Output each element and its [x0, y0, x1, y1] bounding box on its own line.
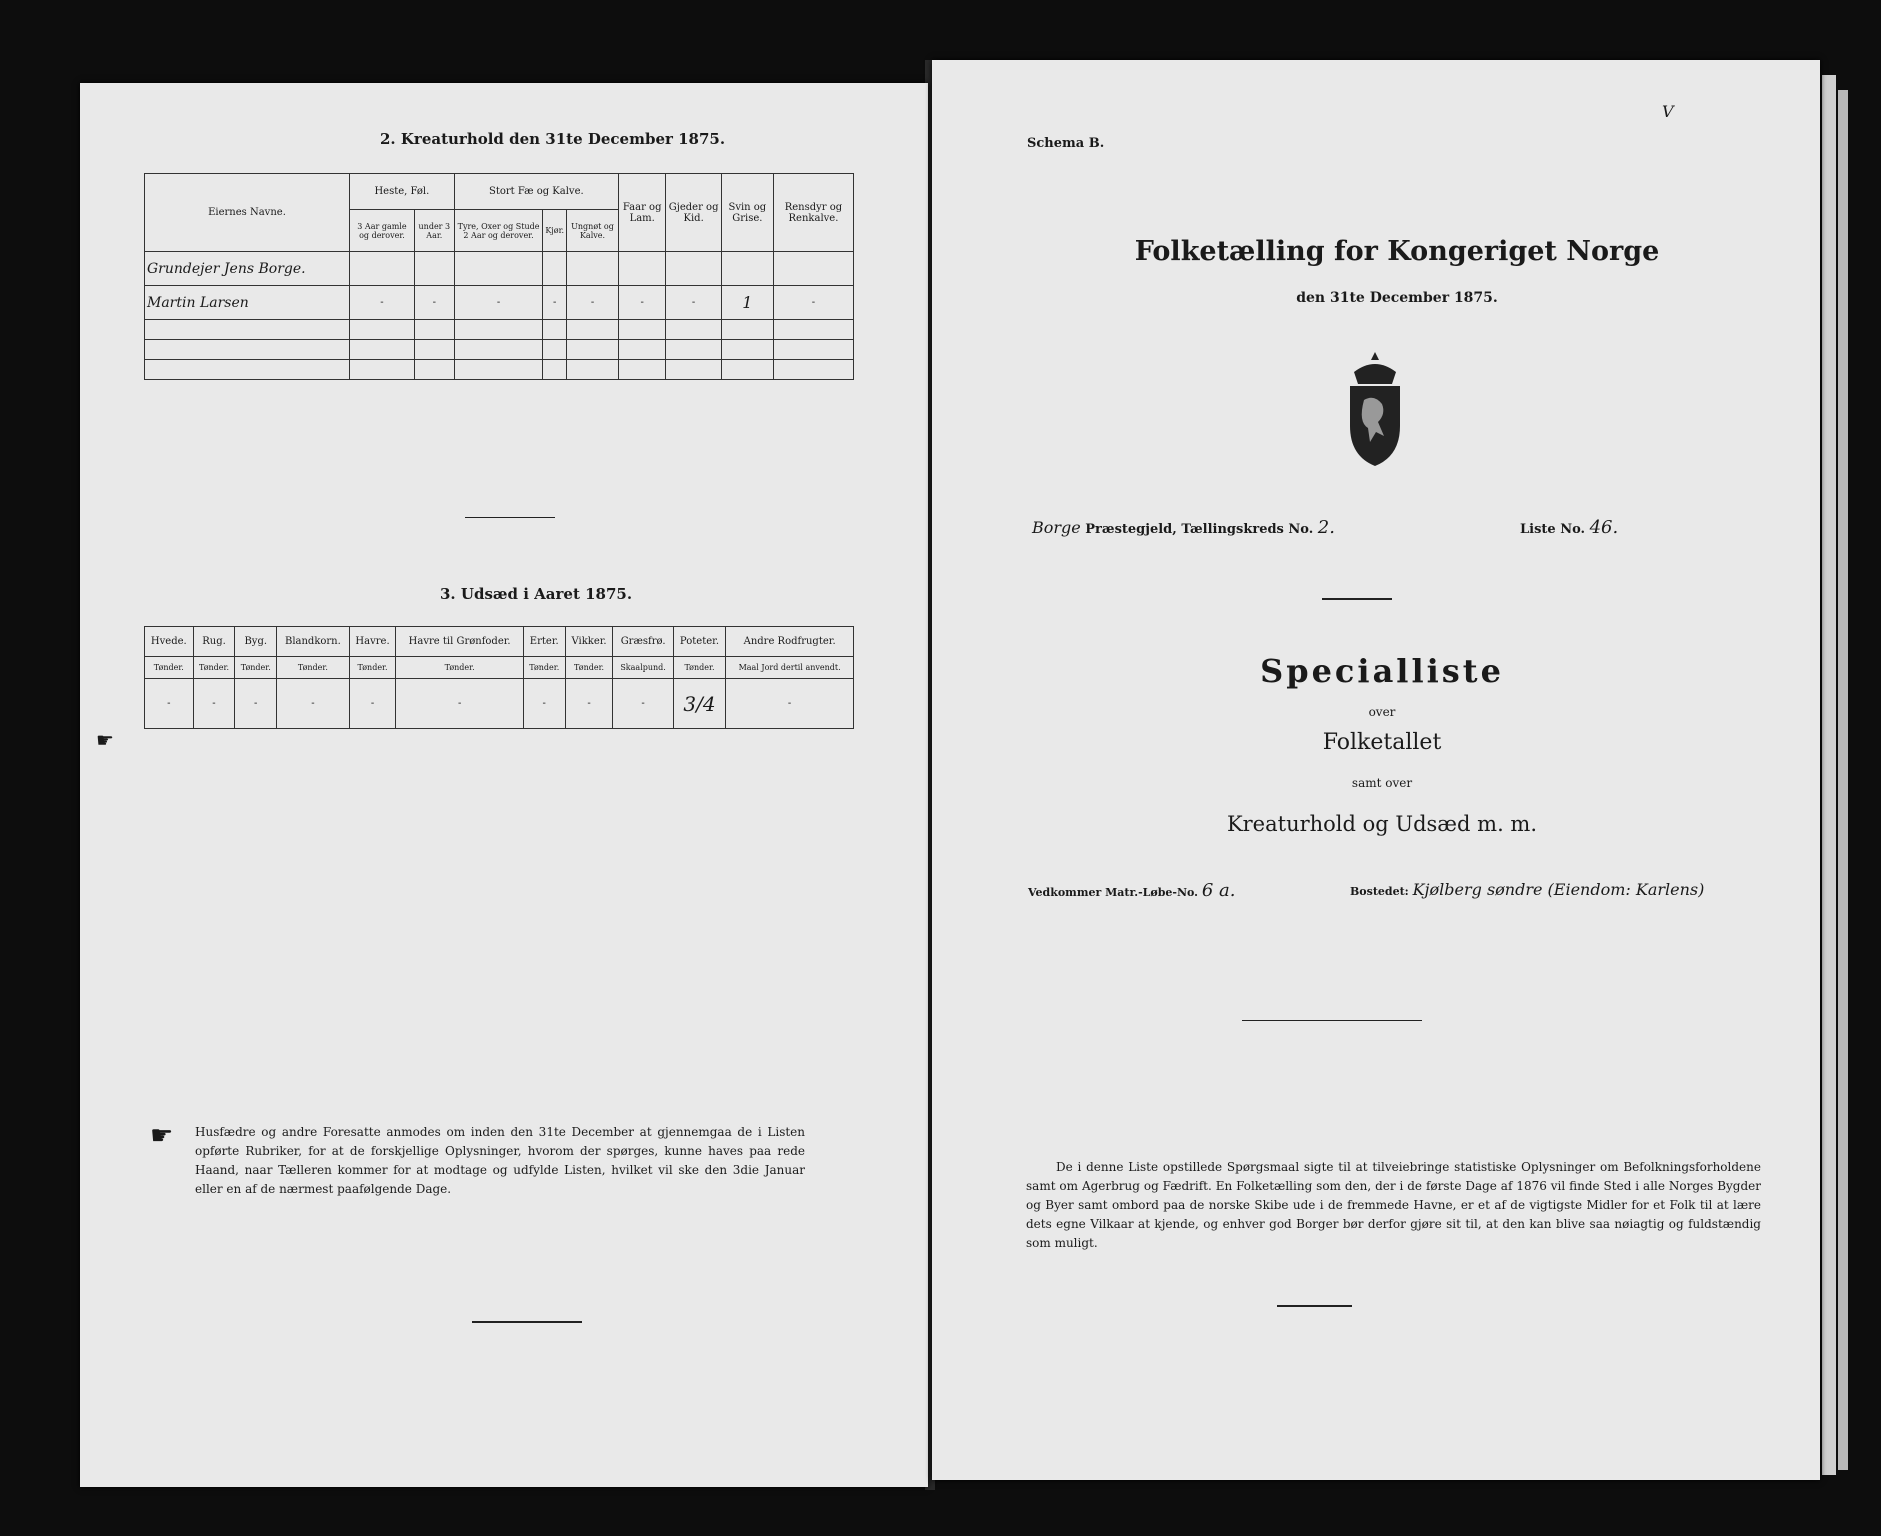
liste-number: 46.	[1589, 517, 1619, 538]
page-stack-edge	[1838, 90, 1848, 1470]
subheader: 3 Aar gamle og derover.	[350, 210, 415, 252]
owner-name: Grundejer Jens Borge.	[145, 252, 350, 286]
livestock-cell: -	[414, 286, 454, 320]
owner-header: Eiernes Navne.	[145, 174, 350, 252]
seed-header: Rug.	[193, 627, 235, 657]
seed-header: Poteter.	[673, 627, 726, 657]
kreds-number: 2.	[1317, 517, 1335, 538]
seed-value: 3/4	[673, 679, 726, 729]
folketallet-text: Folketallet	[1322, 730, 1442, 755]
seed-header: Havre.	[349, 627, 396, 657]
subheader: under 3 Aar.	[414, 210, 454, 252]
kreaturhold-text: Kreaturhold og Udsæd m. m.	[1226, 812, 1538, 836]
divider-rule	[465, 517, 555, 518]
bosted-label: Bostedet:	[1350, 885, 1409, 898]
bosted-value: Kjølberg søndre (Eiendom: Karlens)	[1412, 880, 1705, 899]
prestegjeld-name: Borge	[1032, 518, 1081, 537]
livestock-cell: -	[567, 286, 619, 320]
seed-unit: Tønder.	[673, 657, 726, 679]
seed-header: Erter.	[523, 627, 565, 657]
corner-mark: V	[1662, 102, 1674, 121]
document-title: Folketælling for Kongeriget Norge	[1134, 236, 1660, 267]
section-2-title: 2. Kreaturhold den 31te December 1875.	[380, 130, 726, 148]
owner-name: Martin Larsen	[145, 286, 350, 320]
seed-header: Vikker.	[565, 627, 613, 657]
seed-value: -	[565, 679, 613, 729]
seed-value: -	[235, 679, 277, 729]
subheader: Tyre, Oxer og Stude 2 Aar og derover.	[454, 210, 543, 252]
matr-line	[1028, 880, 1235, 901]
group-header: Faar og Lam.	[618, 174, 666, 252]
pointing-hand-icon: ☛	[150, 1121, 174, 1151]
samt-over-text: samt over	[1351, 776, 1413, 790]
livestock-cell: -	[454, 286, 543, 320]
schema-label: Schema B.	[1027, 136, 1105, 151]
seed-header: Andre Rodfrugter.	[726, 627, 854, 657]
group-header: Stort Fæ og Kalve.	[454, 174, 618, 210]
subheader: Ungnøt og Kalve.	[567, 210, 619, 252]
seed-value: -	[396, 679, 523, 729]
divider-rule	[472, 1321, 582, 1323]
seed-unit: Tønder.	[396, 657, 523, 679]
seed-header: Hvede.	[145, 627, 194, 657]
group-header: Svin og Grise.	[721, 174, 773, 252]
seed-header: Havre til Grønfoder.	[396, 627, 523, 657]
prestegjeld-label: Præstegjeld,	[1085, 522, 1177, 537]
coat-of-arms-icon	[1340, 350, 1410, 470]
divider-rule	[1322, 598, 1392, 600]
seed-unit: Tønder.	[523, 657, 565, 679]
location-line	[1032, 517, 1335, 538]
seed-header: Blandkorn.	[277, 627, 350, 657]
seed-unit: Tønder.	[565, 657, 613, 679]
seed-value: -	[726, 679, 854, 729]
group-header: Gjeder og Kid.	[666, 174, 721, 252]
seed-unit: Skaalpund.	[613, 657, 673, 679]
seed-unit: Maal Jord dertil anvendt.	[726, 657, 854, 679]
subheader: Kjør.	[543, 210, 567, 252]
seed-unit: Tønder.	[235, 657, 277, 679]
kreds-label: Tællingskreds No.	[1181, 522, 1314, 537]
liste-line	[1520, 517, 1618, 538]
over-text: over	[1368, 705, 1396, 719]
matr-label: Vedkommer Matr.-Løbe-No.	[1028, 886, 1198, 899]
divider-rule	[1277, 1305, 1352, 1307]
seed-table	[144, 626, 854, 729]
livestock-cell: 1	[721, 286, 773, 320]
footer-text: De i denne Liste opstillede Spørgsmaal sigte til at tilveiebringe statistiske Oplysninger om Befolkningsforholdene samt om Agerbrug og Fædrift. En Folketælling som den, der i de første Dage af 1876 vil finde Sted i alle Norges Bygder og Byer samt ombord paa de norske Skibe ude i de fremmede Havne, er et af de vigtigste Midler for et Folk til at lære dets egne Vilkaar at kjende, og enhver god Borger bør derfor gjøre sit til, at den kan blive saa nøiagtig og fuldstændig som muligt.	[1026, 1160, 1761, 1250]
specialliste-heading: Specialliste	[1260, 652, 1504, 690]
seed-unit: Tønder.	[277, 657, 350, 679]
matr-number: 6 a.	[1201, 880, 1236, 901]
divider-rule	[1242, 1020, 1422, 1021]
livestock-cell: -	[666, 286, 721, 320]
livestock-cell: -	[350, 286, 415, 320]
seed-value: -	[349, 679, 396, 729]
group-header: Rensdyr og Renkalve.	[773, 174, 853, 252]
bosted-line	[1350, 880, 1704, 899]
seed-value: -	[277, 679, 350, 729]
left-page	[80, 83, 928, 1487]
livestock-cell: -	[773, 286, 853, 320]
seed-value: -	[145, 679, 194, 729]
pointing-hand-icon: ☛	[96, 728, 114, 752]
livestock-cell: -	[543, 286, 567, 320]
group-header: Heste, Føl.	[350, 174, 455, 210]
seed-unit: Tønder.	[145, 657, 194, 679]
section-3-title: 3. Udsæd i Aaret 1875.	[440, 585, 633, 603]
document-subtitle: den 31te December 1875.	[1296, 290, 1498, 306]
seed-header: Græsfrø.	[613, 627, 673, 657]
seed-value: -	[193, 679, 235, 729]
page-stack-edge	[1822, 75, 1836, 1475]
seed-value: -	[613, 679, 673, 729]
livestock-table	[144, 173, 854, 380]
liste-label: Liste No.	[1520, 522, 1586, 537]
right-page	[932, 60, 1820, 1480]
livestock-cell: -	[618, 286, 666, 320]
seed-unit: Tønder.	[193, 657, 235, 679]
seed-unit: Tønder.	[349, 657, 396, 679]
notice-text: Husfædre og andre Foresatte anmodes om inden den 31te December at gjennemgaa de i Listen opførte Rubriker, for at de forskjellige Oplysninger, hvorom der spørges, kunne haves paa rede Haand, naar Tælleren kommer for at modtage og udfylde Listen, hvilket vil ske den 3die Januar eller en af de nærmest paafølgende Dage.	[195, 1125, 805, 1196]
seed-header: Byg.	[235, 627, 277, 657]
seed-value: -	[523, 679, 565, 729]
